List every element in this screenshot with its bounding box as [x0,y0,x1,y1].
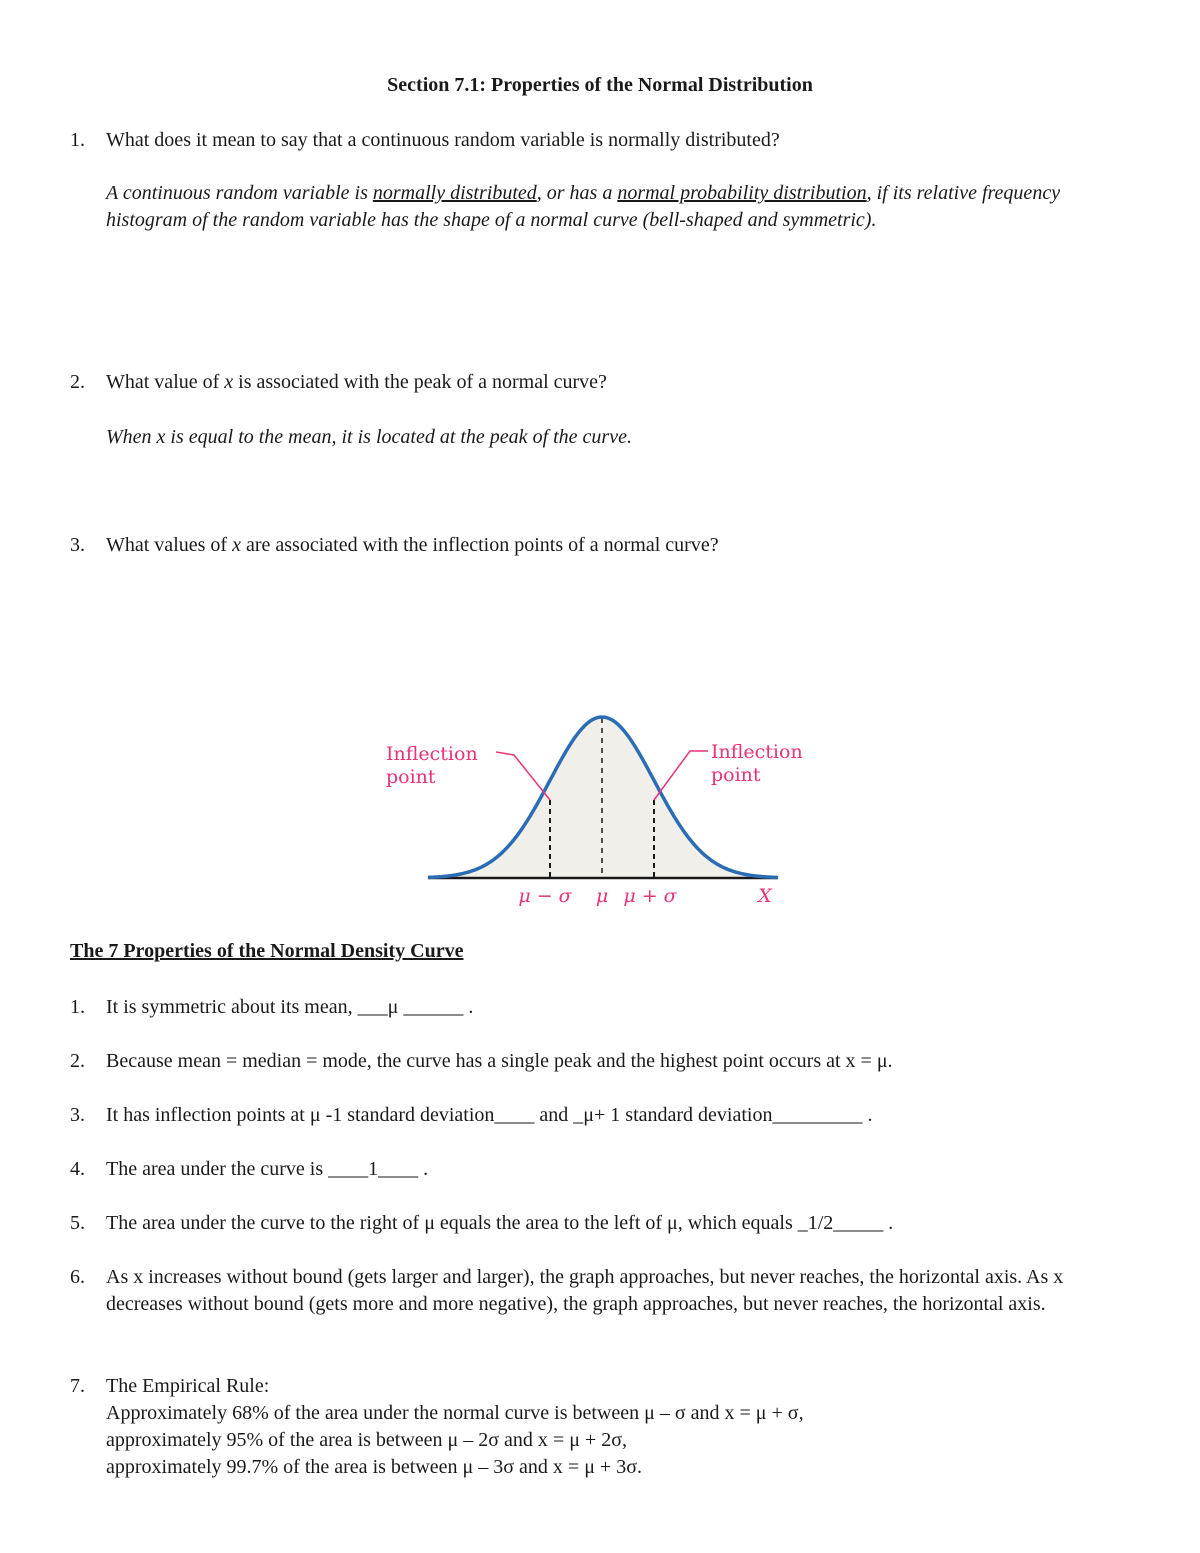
question-2 [70,369,1100,396]
property-6 [70,1264,1110,1318]
property-text: It has inflection points at μ -1 standard deviation____ and _μ+ 1 standard deviation_________ . [106,1104,873,1126]
property-2 [70,1048,1110,1075]
axis-label-mu-minus-sigma: μ − σ [518,885,572,907]
answer-text: , if its relative frequency histogram of the random variable has the shape of a normal curve (bell-shaped and symmetric). [106,182,1061,231]
question-number: 1. [70,129,85,151]
question-text [106,369,1100,396]
question-text: What does it mean to say that a continuous random variable is normally distributed? [106,129,780,151]
axis-label-mu: μ [595,885,609,907]
property-7 [70,1373,1110,1481]
term-normal-probability-distribution: normal probability distribution [617,182,867,204]
property-text: The area under the curve to the right of μ equals the area to the left of μ, which equals _1/2_____ . [106,1212,894,1234]
property-4 [70,1156,1110,1183]
term-normally-distributed: normally distributed [372,182,537,204]
empirical-rule-997: approximately 99.7% of the area is between μ – 3σ and x = μ + 3σ. [106,1456,642,1478]
property-number: 6. [70,1266,85,1288]
property-number: 4. [70,1158,85,1180]
inflection-label-left-line2: point [386,766,436,788]
empirical-rule-95: approximately 95% of the area is between μ – 2σ and x = μ + 2σ, [106,1429,627,1451]
inflection-label-right-line1: Inflection [711,741,803,763]
variable-x: x [224,371,234,393]
inflection-label-left-line1: Inflection [386,743,478,765]
axis-label-x: X [758,885,772,907]
answer-text: A continuous random variable is [106,182,373,204]
variable-x: x [232,534,241,556]
property-number: 1. [70,996,85,1018]
property-5 [70,1210,1110,1237]
question-3 [70,532,1100,559]
property-3 [70,1102,1110,1129]
property-text: It is symmetric about its mean, ___μ ______ . [106,996,474,1018]
answer-2: When x is equal to the mean, it is located at the peak of the curve. [106,426,632,448]
section-title: The 7 Properties of the Normal Density Curve [70,940,464,962]
property-number: 7. [70,1375,85,1397]
question-text-part: are associated with the inflection points of a normal curve? [240,534,719,556]
question-1 [70,127,1100,154]
page-title: Section 7.1: Properties of the Normal Distribution [387,74,813,96]
property-1 [70,994,1110,1021]
question-text [106,532,1100,559]
property-number: 2. [70,1050,85,1072]
answer-text: , or has a [536,182,618,204]
property-text [106,1373,1110,1481]
empirical-rule-heading: The Empirical Rule: [106,1375,270,1397]
property-text: As x increases without bound (gets larger and larger), the graph approaches, but never reaches, the horizontal axis. As x decreases without bound (gets more and more negative), the graph approaches, but never reaches, the horizontal axis. [106,1266,1064,1315]
axis-label-mu-plus-sigma: μ + σ [623,885,677,907]
normal-curve-figure [370,700,820,915]
property-number: 5. [70,1212,85,1234]
question-number: 3. [70,534,85,556]
inflection-label-right-line2: point [711,764,761,786]
property-number: 3. [70,1104,85,1126]
property-text: Because mean = median = mode, the curve has a single peak and the highest point occurs at x = μ. [106,1050,893,1072]
answer-1 [106,180,1096,234]
question-text-part: is associated with the peak of a normal curve? [233,371,607,393]
question-text-part: What value of [106,371,225,393]
property-text: The area under the curve is ____1____ . [106,1158,429,1180]
question-text-part: What values of [106,534,233,556]
question-number: 2. [70,371,85,393]
empirical-rule-68: Approximately 68% of the area under the normal curve is between μ – σ and x = μ + σ, [106,1402,804,1424]
